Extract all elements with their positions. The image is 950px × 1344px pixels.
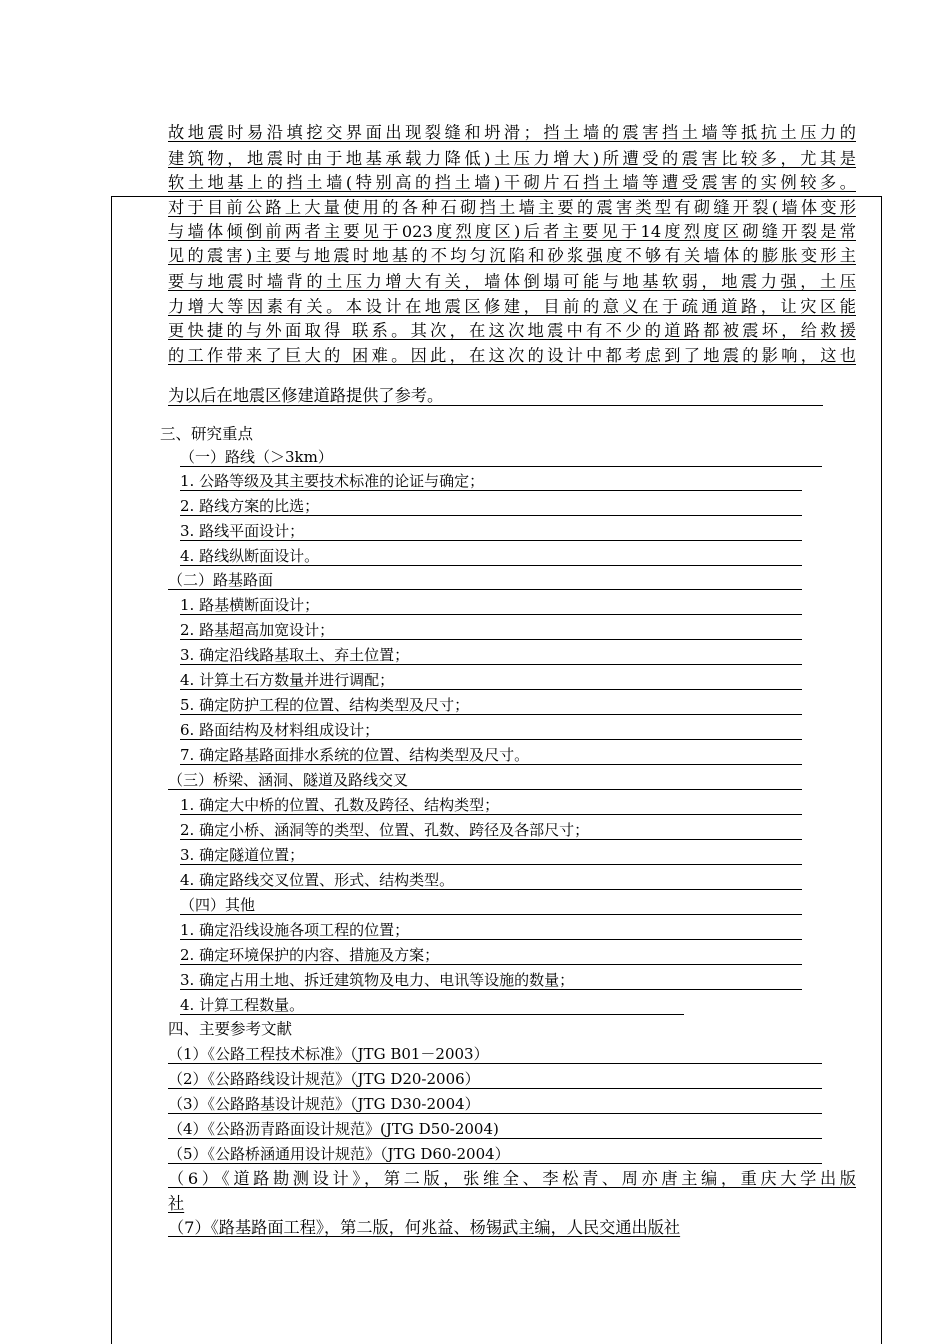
ref-5: （5）《公路桥涵通用设计规范》（JTG D60-2004）	[168, 1145, 822, 1164]
ref-3: （3）《公路路基设计规范》（JTG D30-2004）	[168, 1095, 822, 1114]
ref-6-line-2: 社	[168, 1194, 185, 1213]
intro-line-10: 的工作带来了巨大的 困难。因此，在这次的设计中都考虑到了地震的影响，这也	[168, 346, 856, 365]
group4-item-4: 4. 计算工程数量。	[180, 996, 684, 1015]
group3-item-4: 4. 确定路线交叉位置、形式、结构类型。	[180, 871, 802, 890]
intro-last-line: 为以后在地震区修建道路提供了参考。	[168, 387, 823, 406]
group3-item-2: 2. 确定小桥、涵洞等的类型、位置、孔数、跨径及各部尺寸；	[180, 821, 802, 840]
group2-item-1: 1. 路基横断面设计；	[180, 596, 802, 615]
group4-heading: （四）其他	[180, 896, 802, 915]
section3-title: 三、研究重点	[160, 425, 254, 443]
ref-2: （2）《公路路线设计规范》（JTG D20-2006）	[168, 1070, 822, 1089]
section4-title: 四、主要参考文献	[168, 1020, 293, 1038]
group2-item-4: 4. 计算土石方数量并进行调配；	[180, 671, 802, 690]
intro-line-5: 与墙体倾倒前两者主要见于023度烈度区)后者主要见于14度烈度区砌缝开裂是常	[168, 222, 856, 241]
group1-item-3: 3. 路线平面设计；	[180, 522, 802, 541]
group2-item-7: 7. 确定路基路面排水系统的位置、结构类型及尺寸。	[180, 746, 802, 765]
ref-4: （4）《公路沥青路面设计规范》(JTG D50-2004)	[168, 1120, 822, 1139]
ref-6-line-1: （6）《道路勘测设计》，第二版，张维全、李松青、周亦唐主编，重庆大学出版	[168, 1169, 856, 1188]
intro-line-2: 建筑物，地震时由于地基承载力降低)土压力增大)所遭受的震害比较多，尤其是	[168, 149, 856, 168]
group2-item-2: 2. 路基超高加宽设计；	[180, 621, 802, 640]
group4-item-1: 1. 确定沿线设施各项工程的位置；	[180, 921, 802, 940]
group1-item-2: 2. 路线方案的比选；	[180, 497, 802, 516]
group4-item-3: 3. 确定占用土地、拆迁建筑物及电力、电讯等设施的数量；	[180, 971, 802, 990]
ref-7: （7）《路基路面工程》，第二版，何兆益、杨锡武主编，人民交通出版社	[168, 1218, 681, 1237]
group1-heading: （一）路线（＞3km）	[180, 448, 822, 467]
intro-line-1: 故地震时易沿填挖交界面出现裂缝和坍滑；挡土墙的震害挡土墙等抵抗土压力的	[168, 123, 856, 142]
intro-line-8: 力增大等因素有关。本设计在地震区修建，目前的意义在于疏通道路，让灾区能	[168, 297, 856, 316]
intro-line-7: 要与地震时墙背的土压力增大有关，墙体倒塌可能与地基软弱，地震力强，土压	[168, 272, 856, 291]
group2-item-3: 3. 确定沿线路基取土、弃土位置；	[180, 646, 802, 665]
group1-item-4: 4. 路线纵断面设计。	[180, 547, 802, 566]
group1-item-1: 1. 公路等级及其主要技术标准的论证与确定；	[180, 472, 802, 491]
intro-line-3: 软土地基上的挡土墙(特别高的挡土墙)干砌片石挡土墙等遭受震害的实例较多。	[168, 173, 856, 192]
group3-item-3: 3. 确定隧道位置；	[180, 846, 802, 865]
group3-heading: （三）桥梁、涵洞、隧道及路线交叉	[168, 771, 802, 790]
group2-item-5: 5. 确定防护工程的位置、结构类型及尺寸；	[180, 696, 802, 715]
group2-item-6: 6. 路面结构及材料组成设计；	[180, 721, 802, 740]
intro-line-9: 更快捷的与外面取得 联系。其次，在这次地震中有不少的道路都被震坏，给救援	[168, 321, 856, 340]
intro-line-4: 对于目前公路上大量使用的各种石砌挡土墙主要的震害类型有砌缝开裂(墙体变形	[168, 198, 856, 217]
group4-item-2: 2. 确定环境保护的内容、措施及方案；	[180, 946, 802, 965]
intro-line-6: 见的震害)主要与地震时地基的不均匀沉陷和砂浆强度不够有关墙体的膨胀变形主	[168, 246, 856, 265]
ref-1: （1）《公路工程技术标准》（JTG B01－2003）	[168, 1045, 822, 1064]
group3-item-1: 1. 确定大中桥的位置、孔数及跨径、结构类型；	[180, 796, 802, 815]
group2-heading: （二）路基路面	[168, 571, 802, 590]
